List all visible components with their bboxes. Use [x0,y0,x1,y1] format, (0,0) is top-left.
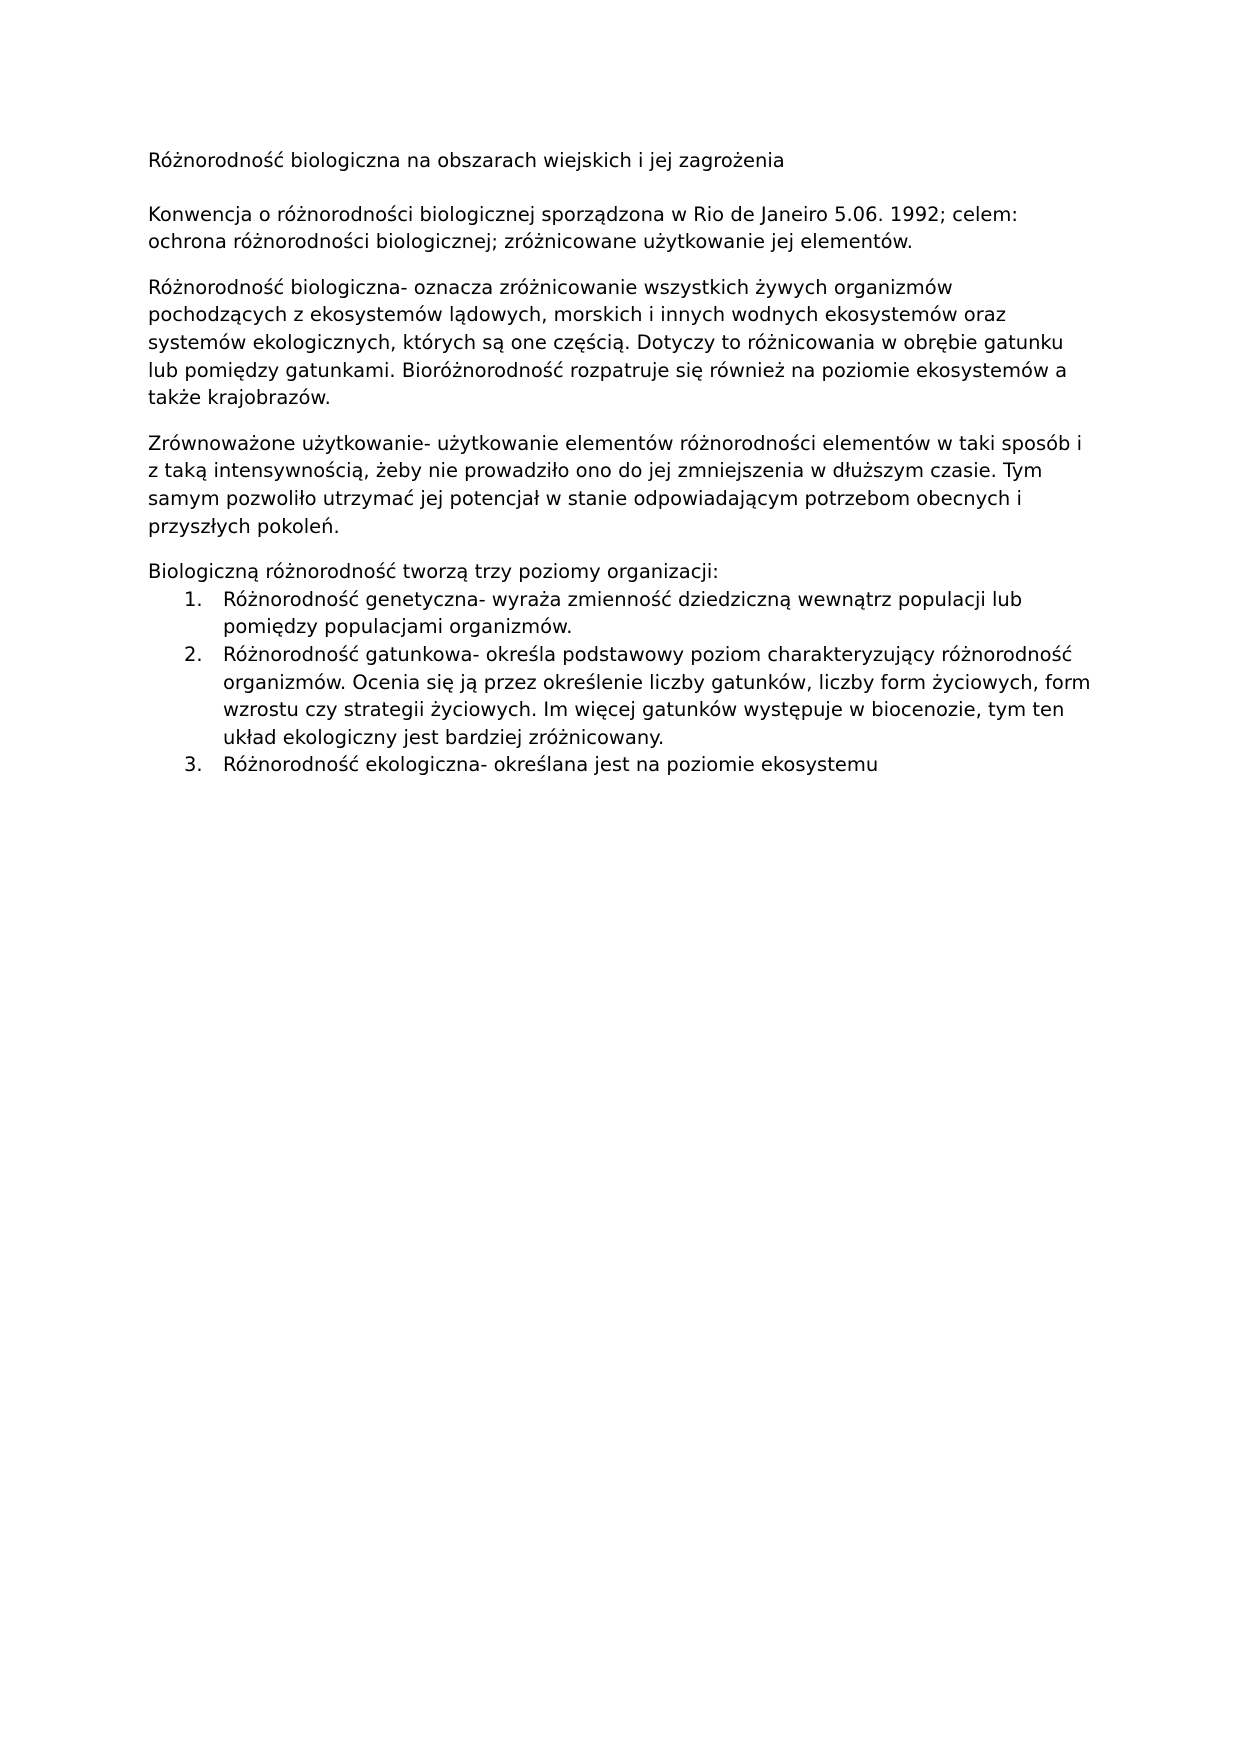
paragraph-convention: Konwencja o różnorodności biologicznej sporządzona w Rio de Janeiro 5.06. 1992; celem: ochrona różnorodności biologicznej; zróżnicowane użytkowanie jej elementów. [148,202,1018,254]
list-item-number: 1. [184,587,203,611]
list-item [148,641,1098,751]
paragraph-sustainable-use: Zrównoważone użytkowanie- użytkowanie elementów różnorodności elementów w taki sposób i z taką intensywnością, żeby nie prowadziło ono do jej zmniejszenia w dłuższym czasie. Tym samym pozwoliło utrzymać jej potencjał w stanie odpowiadającym potrzebom obecnych i przyszłych pokoleń. [148,431,1083,538]
list-item [148,586,1098,641]
list-item-number: 2. [184,642,203,666]
list-item-number: 3. [184,753,203,777]
list-item [148,751,1098,779]
list-intro: Biologiczną różnorodność tworzą trzy poziomy organizacji: [148,560,719,584]
paragraph-biodiversity-definition: Różnorodność biologiczna- oznacza zróżnicowanie wszystkich żywych organizmów pochodzących z ekosystemów lądowych, morskich i innych wodnych ekosystemów oraz systemów ekologicznych, których są one częścią. Dotyczy to różnicowania w obrębie gatunku lub pomiędzy gatunkami. Bioróżnorodność rozpatruje się również na poziomie ekosystemów a także krajobrazów. [148,275,1068,410]
document-title: Różnorodność biologiczna na obszarach wiejskich i jej zagrożenia [148,149,785,172]
list-item-text: Różnorodność gatunkowa- określa podstawowy poziom charakteryzujący różnorodność organizmów. Ocenia się ją przez określenie liczby gatunków, liczby form życiowych, form wzrostu czy strategii życiowych. Im więcej gatunków występuje w biocenozie, tym ten układ ekologiczny jest bardziej zróżnicowany. [223,642,1091,749]
document-page [148,147,1098,779]
list-item-text: Różnorodność ekologiczna- określana jest na poziomie ekosystemu [223,753,879,777]
organization-levels-list [148,586,1098,779]
list-item-text: Różnorodność genetyczna- wyraża zmienność dziedziczną wewnątrz populacji lub pomiędzy populacjami organizmów. [223,587,1023,639]
